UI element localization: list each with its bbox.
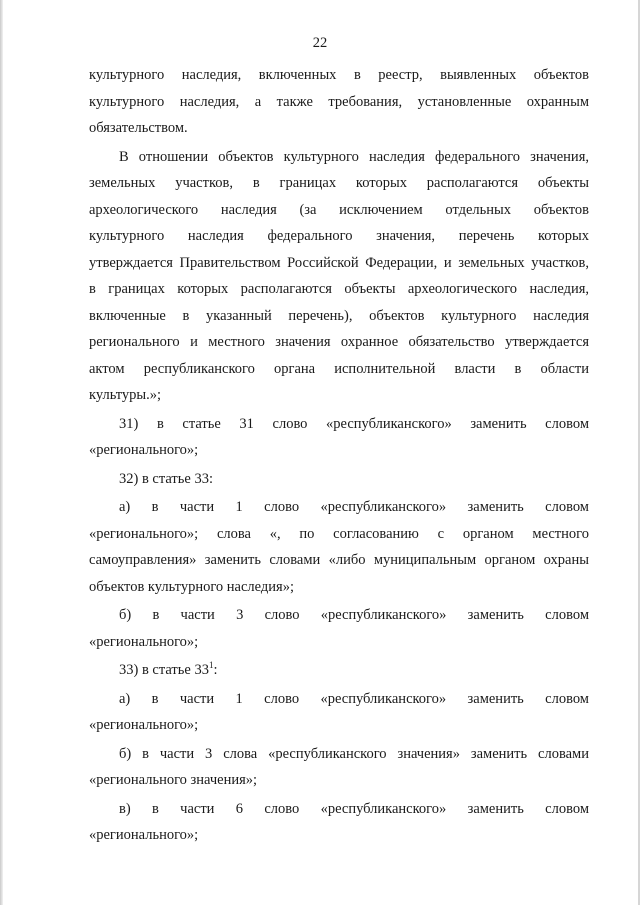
text-line: 31) в статье 31 слово «республиканского» заменить словом [119,415,589,432]
text-line: 32) в статье 33: [119,470,213,487]
text-line: культуры.»; [89,387,162,403]
text-line: земельных участков, в границах которых располагаются объекты [89,175,589,191]
text-line: утверждается Правительством Российской Федерации, и земельных участков, [89,254,589,271]
text-line: в) в части 6 слово «республиканского» заменить словом [119,800,589,817]
superscript: 1 [208,660,214,671]
text-line: б) в части 3 слово «республиканского» заменить словом [119,607,589,623]
text-line: «регионального»; слова «, по согласованию с органом местного [89,525,589,542]
text-line: в границах которых располагаются объекты археологического наследия, [89,281,589,297]
text-line: «регионального»; [89,717,199,733]
paragraph [89,62,589,142]
paragraph [89,411,589,464]
text-line: регионального и местного значения охранное обязательство утверждается [89,334,589,350]
text-line: культурного наследия, включенных в реестр, выявленных объектов [89,67,589,83]
text-line: культурного наследия федерального значения, перечень которых [89,228,589,244]
text-line: б) в части 3 слова «республиканского значения» заменить словами [119,745,589,762]
text-line: археологического наследия (за исключением отдельных объектов [89,201,589,218]
paragraph [89,686,589,739]
text-line: «регионального»; [89,442,199,458]
paragraph [89,144,589,409]
text-line: В отношении объектов культурного наследия федерального значения, [119,148,589,165]
text-line: а) в части 1 слово «республиканского» заменить словом [119,499,589,515]
page-number: 22 [312,35,328,51]
text-line: 33) в статье 33 [119,662,209,678]
text-line: актом республиканского органа исполнительной власти в области [89,360,589,377]
paragraph [89,741,589,794]
text-line: культурного наследия, а также требования, установленные охранным [89,93,589,110]
text-line: «регионального»; [89,633,199,650]
scan-left-edge [0,0,3,905]
text-line: самоуправления» заменить словами «либо муниципальным органом охраны [89,552,589,568]
text-line: включенные в указанный перечень), объектов культурного наследия [89,307,589,324]
text-line-wrap [89,657,589,684]
text-line: а) в части 1 слово «республиканского» заменить словом [119,690,589,707]
paragraph [89,466,589,493]
text-line: «регионального»; [89,827,199,843]
paragraph [89,796,589,849]
text-line: обязательством. [89,120,188,136]
paragraph [89,602,589,655]
document-body [89,62,589,849]
text-tail: : [213,662,218,678]
text-line: «регионального значения»; [89,772,258,788]
paragraph [89,657,589,684]
paragraph [89,494,589,600]
text-line: объектов культурного наследия»; [89,578,294,595]
